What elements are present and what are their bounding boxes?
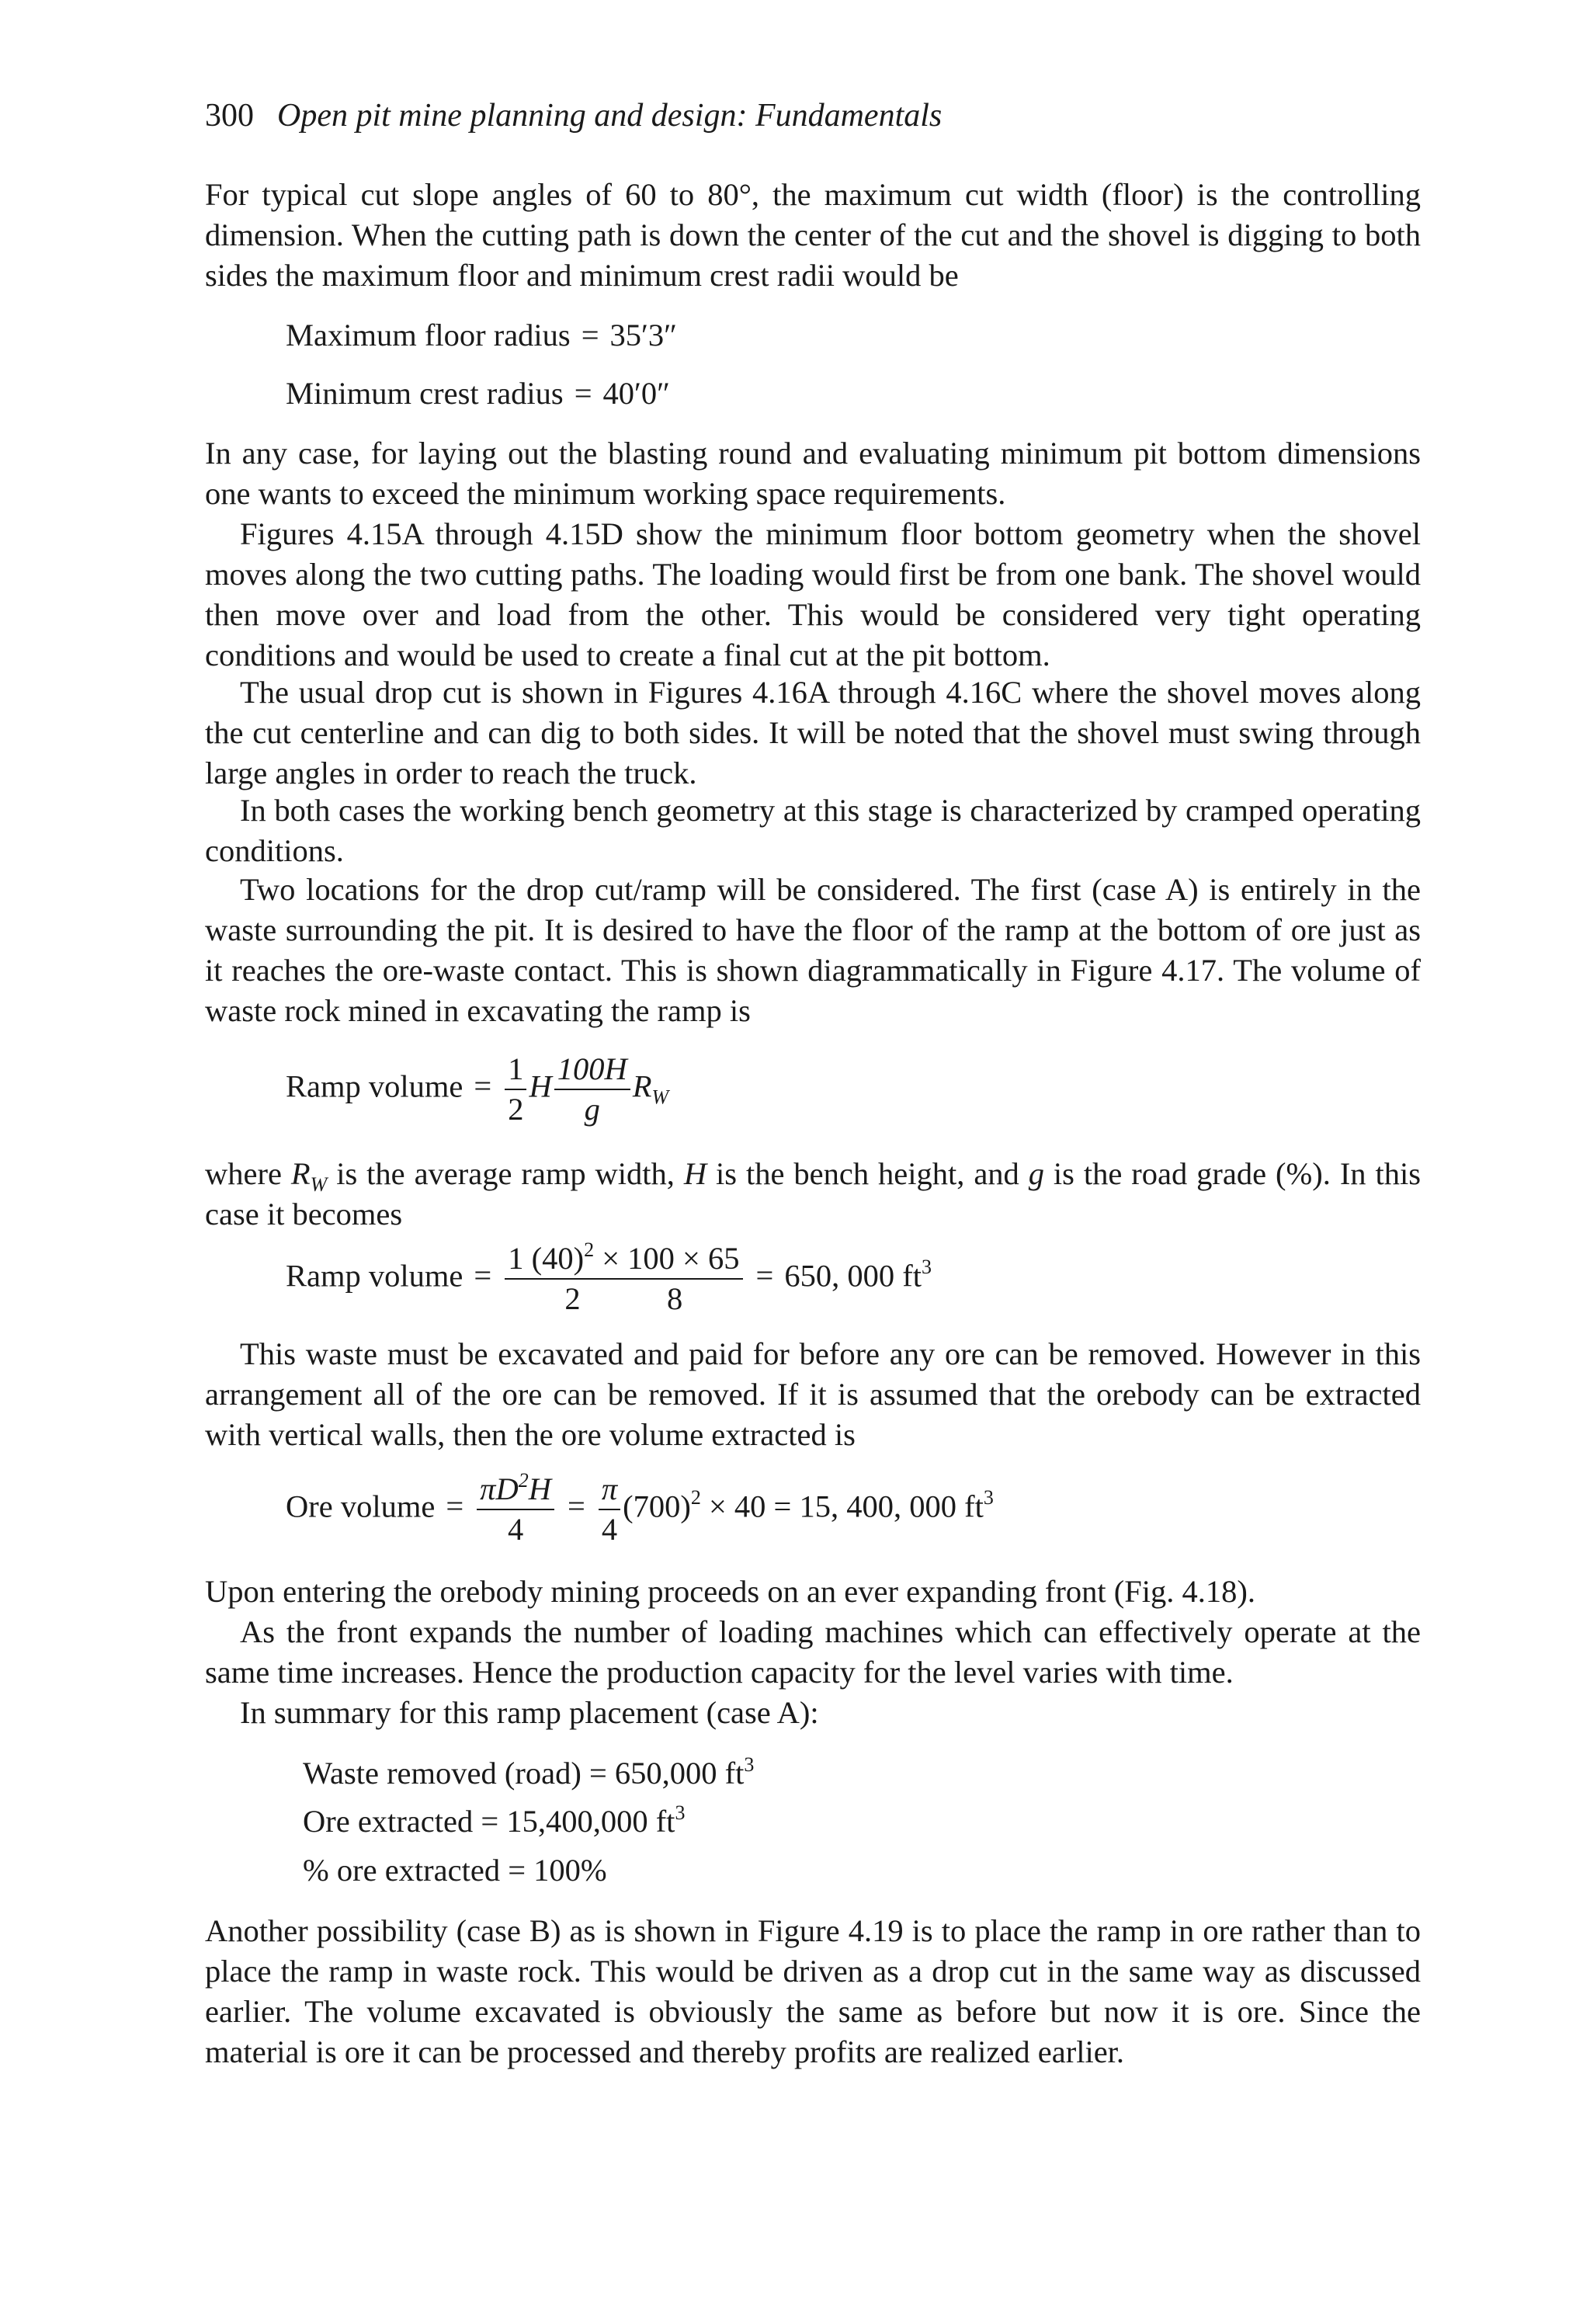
paragraph-4: The usual drop cut is shown in Figures 4.16A through 4.16C where the shovel moves along the cut centerline and can dig to both sides. It will be noted that the shovel must swing through large angles in order to reach the truck.	[205, 675, 1421, 790]
equation-floor-radius: Maximum floor radius = 35′3″	[286, 318, 678, 353]
paragraph-7: where $R_W$ is the average ramp width, H is the bench height, and g is the road grade (%). In this case it becomes	[205, 1156, 1422, 1231]
paragraph-5: In both cases the working bench geometry at this stage is characterized by cramped operating conditions.	[205, 793, 1421, 868]
page-number: 300	[205, 98, 254, 134]
fraction-ore-2: $\frac{\pi}{4}$	[599, 1470, 620, 1549]
paragraph-1: For typical cut slope angles of 60 to 80°, the maximum cut width (floor) is the controlling dimension. When the cutting path is down the center of the cut and the shovel is digging to both sides the maximum floor and minimum crest radii would be	[205, 177, 1421, 293]
fraction-length: $\frac{100H}{g}$	[554, 1050, 630, 1129]
equation-ramp-volume: Ramp volume = $\frac{1}{2}$ H $\frac{100H}{g}$ $R_W$	[286, 1050, 668, 1129]
equation-ore-volume: Ore volume = $\frac{\pi D^2H}{4}$ = $\frac{\pi}{4}$ $(700)^2 \times 40 = 15$, 400, 000 $ft^3$	[286, 1470, 994, 1549]
paragraph-9: Upon entering the orebody mining proceeds on an ever expanding front (Fig. 4.18).	[205, 1574, 1256, 1609]
summary-ore-extracted: Ore extracted = 15,400,000 $ft^3$	[303, 1801, 686, 1839]
fraction-ore-1: $\frac{\pi D^2H}{4}$	[477, 1470, 554, 1549]
equation-crest-radius: Minimum crest radius = 40′0″	[286, 376, 671, 411]
running-header	[205, 95, 942, 137]
equation-ramp-volume-value: Ramp volume = $\frac{1 (40)^2 \times 100 \times 65}{2 8}$ = 650, 000 $ft^3$	[286, 1239, 932, 1318]
paragraph-3: Figures 4.15A through 4.15D show the minimum floor bottom geometry when the shovel moves along the two cutting paths. The loading would first be from one bank. The shovel would then move over and load from the other. This would be considered very tight operating conditions and would be used to create a final cut at the pit bottom.	[205, 516, 1421, 672]
paragraph-8: This waste must be excavated and paid for before any ore can be removed. However in this arrangement all of the ore can be removed. If it is assumed that the orebody can be extracted with vertical walls, then the ore volume extracted is	[205, 1336, 1421, 1452]
paragraph-11: In summary for this ramp placement (case A):	[240, 1695, 819, 1730]
paragraph-2: In any case, for laying out the blasting round and evaluating minimum pit bottom dimensions one wants to exceed the minimum working space requirements.	[205, 436, 1421, 511]
summary-waste-removed: Waste removed (road) = 650,000 $ft^3$	[303, 1753, 755, 1791]
summary-percent-extracted: % ore extracted = 100%	[303, 1853, 607, 1888]
paragraph-6: Two locations for the drop cut/ramp will be considered. The first (case A) is entirely in the waste surrounding the pit. It is desired to have the floor of the ramp at the bottom of ore just as it reaches the ore-waste contact. This is shown diagrammatically in Figure 4.17. The volume of waste rock mined in excavating the ramp is	[205, 872, 1421, 1028]
running-title: Open pit mine planning and design	[277, 98, 737, 134]
fraction-half: $\frac{1}{2}$	[505, 1050, 526, 1129]
paragraph-12: Another possibility (case B) as is shown in Figure 4.19 is to place the ramp in ore rather than to place the ramp in waste rock. This would be driven as a drop cut in the same way as discussed earlier. The volume excavated is obviously the same as before but now it is ore. Since the material is ore it can be processed and thereby profits are realized earlier.	[205, 1913, 1421, 2069]
running-subtitle: : Fundamentals	[736, 98, 943, 134]
fraction-ramp: $\frac{1 (40)^2 \times 100 \times 65}{2 8}$	[505, 1239, 742, 1318]
paragraph-10: As the front expands the number of loading machines which can effectively operate at the same time increases. Hence the production capacity for the level varies with time.	[205, 1614, 1421, 1690]
